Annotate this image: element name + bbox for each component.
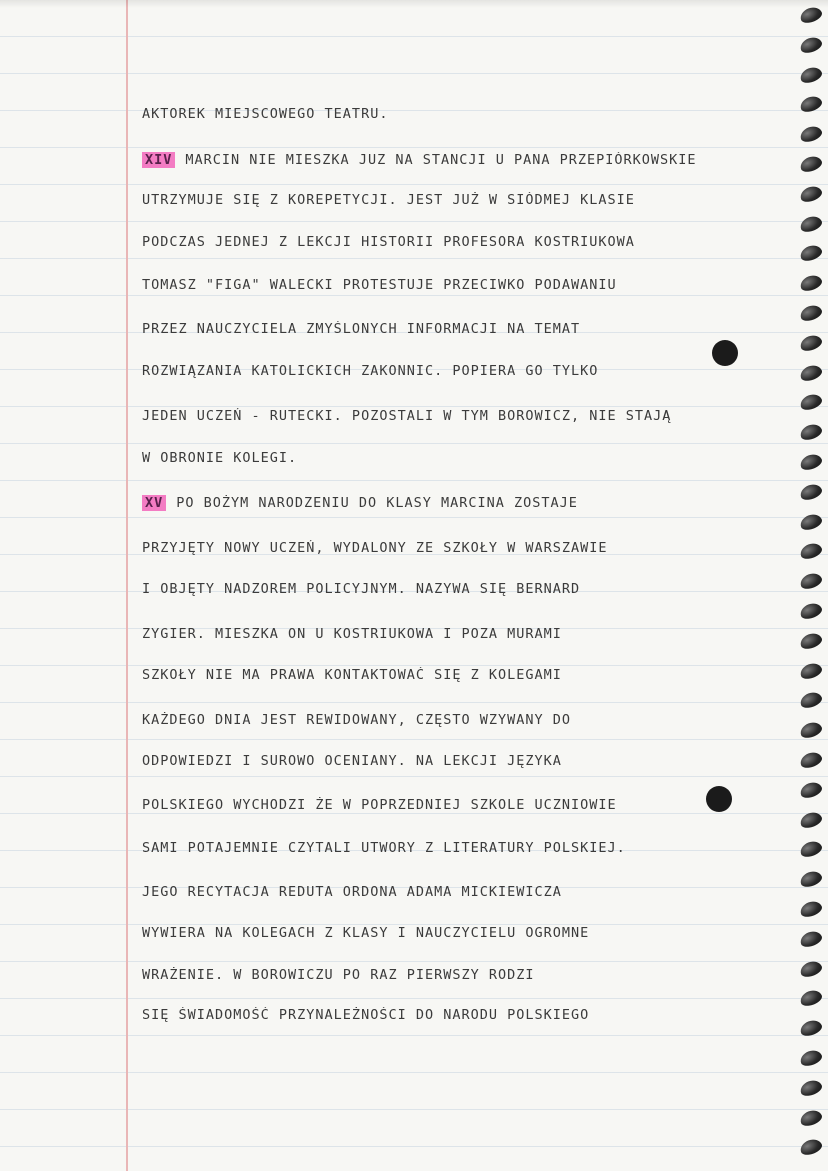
spiral-ring (798, 213, 823, 234)
spiral-ring (798, 720, 823, 741)
note-line (142, 753, 562, 773)
note-line (142, 925, 589, 945)
spiral-ring (798, 1018, 823, 1039)
spiral-ring (798, 541, 823, 562)
note-line (142, 450, 297, 470)
note-line-text: ODPOWIEDZI I SUROWO OCENIANY. NA LEKCJI JĘZYKA (142, 753, 562, 769)
note-line-text: WYWIERA NA KOLEGACH Z KLASY I NAUCZYCIELU OGROMNE (142, 925, 590, 941)
note-line (142, 626, 562, 646)
chapter-marker: XIV (142, 152, 175, 168)
spiral-ring (798, 1048, 823, 1069)
note-line (142, 667, 562, 687)
note-line (142, 321, 580, 341)
spiral-ring (798, 601, 823, 622)
note-line-text: JEGO RECYTACJA REDUTA ORDONA ADAMA MICKIEWICZA (142, 884, 562, 900)
note-line (142, 884, 562, 904)
note-line-text: ZYGIER. MIESZKA ON U KOSTRIUKOWA I POZA MURAMI (142, 626, 562, 642)
spiral-ring (798, 392, 823, 413)
note-line-text: KAŻDEGO DNIA JEST REWIDOWANY, CZĘSTO WZYWANY DO (142, 712, 572, 728)
spiral-ring (798, 273, 823, 294)
spiral-ring (798, 928, 823, 949)
note-line (142, 967, 535, 987)
spiral-ring (798, 839, 823, 860)
spiral-ring (798, 303, 823, 324)
note-line-text: PRZEZ NAUCZYCIELA ZMYŚLONYCH INFORMACJI NA TEMAT (142, 321, 581, 337)
punch-hole-bottom (706, 786, 732, 812)
note-line-text: TOMASZ "FIGA" WALECKI PROTESTUJE PRZECIWKO PODAWANIU (142, 277, 617, 293)
spiral-ring (798, 869, 823, 890)
note-line-text: SAMI POTAJEMNIE CZYTALI UTWORY Z LITERATURY POLSKIEJ. (142, 840, 626, 856)
note-line-text: ROZWIĄZANIA KATOLICKICH ZAKONNIC. POPIERA GO TYLKO (142, 363, 599, 379)
spiral-ring (798, 1077, 823, 1098)
note-line-text: I OBJĘTY NADZOREM POLICYJNYM. NAZYWA SIĘ BERNARD (142, 581, 581, 597)
spiral-ring (798, 481, 823, 502)
spiral-ring (798, 809, 823, 830)
spiral-ring (798, 124, 823, 145)
spiral-ring (798, 332, 823, 353)
spiral-ring (798, 511, 823, 532)
spiral-ring (798, 1107, 823, 1128)
spiral-ring (798, 571, 823, 592)
spiral-ring (798, 958, 823, 979)
spiral-ring (798, 183, 823, 204)
note-line (142, 797, 617, 817)
spiral-ring (798, 243, 823, 264)
spiral-ring (798, 452, 823, 473)
punch-hole-top (712, 340, 738, 366)
spiral-ring (798, 988, 823, 1009)
spiral-ring (798, 779, 823, 800)
spiral-ring (798, 362, 823, 383)
note-line-text: W OBRONIE KOLEGI. (142, 450, 298, 466)
spiral-ring (798, 630, 823, 651)
chapter-marker: XV (142, 495, 166, 511)
spiral-ring (798, 64, 823, 85)
note-line-text: POLSKIEGO WYCHODZI ŻE W POPRZEDNIEJ SZKOLE UCZNIOWIE (142, 797, 617, 813)
spiral-ring (798, 750, 823, 771)
spiral-ring (798, 5, 823, 26)
spiral-ring (798, 422, 823, 443)
note-line-text: SZKOŁY NIE MA PRAWA KONTAKTOWAĆ SIĘ Z KOLEGAMI (142, 667, 562, 683)
note-line-text: PO BOŻYM NARODZENIU DO KLASY MARCINA ZOSTAJE (176, 495, 578, 511)
note-line-text: AKTOREK MIEJSCOWEGO TEATRU. (142, 106, 389, 122)
spiral-ring (798, 34, 823, 55)
note-line-text: PODCZAS JEDNEJ Z LEKCJI HISTORII PROFESORA KOSTRIUKOWA (142, 234, 635, 250)
note-line-text: MARCIN NIE MIESZKA JUZ NA STANCJI U PANA PRZEPIÓRKOWSKIE (185, 152, 697, 168)
spiral-ring (798, 94, 823, 115)
note-line (142, 363, 598, 383)
note-line (142, 152, 697, 172)
note-line-text: JEDEN UCZEŃ - RUTECKI. POZOSTALI W TYM BOROWICZ, NIE STAJĄ (142, 408, 672, 424)
note-line (142, 840, 626, 860)
note-line-text: SIĘ ŚWIADOMOŚĆ PRZYNALEŻNOŚCI DO NARODU POLSKIEGO (142, 1007, 590, 1023)
spiral-ring (798, 660, 823, 681)
note-line (142, 277, 617, 297)
note-line (142, 1007, 589, 1027)
note-line (142, 495, 578, 515)
page-shadow (0, 0, 828, 8)
note-line (142, 408, 671, 428)
note-line-text: WRAŻENIE. W BOROWICZU PO RAZ PIERWSZY RODZI (142, 967, 535, 983)
note-line-text: UTRZYMUJE SIĘ Z KOREPETYCJI. JEST JUŻ W SIÓDMEJ KLASIE (142, 192, 635, 208)
spiral-ring (798, 1137, 823, 1158)
note-line-text: PRZYJĘTY NOWY UCZEŃ, WYDALONY ZE SZKOŁY W WARSZAWIE (142, 540, 608, 556)
note-line (142, 712, 571, 732)
spiral-binding (788, 0, 828, 1171)
spiral-ring (798, 690, 823, 711)
spiral-ring (798, 899, 823, 920)
note-line (142, 581, 580, 601)
note-line (142, 192, 635, 212)
note-line (142, 106, 388, 126)
note-line (142, 540, 608, 560)
spiral-ring (798, 154, 823, 175)
note-line (142, 234, 635, 254)
